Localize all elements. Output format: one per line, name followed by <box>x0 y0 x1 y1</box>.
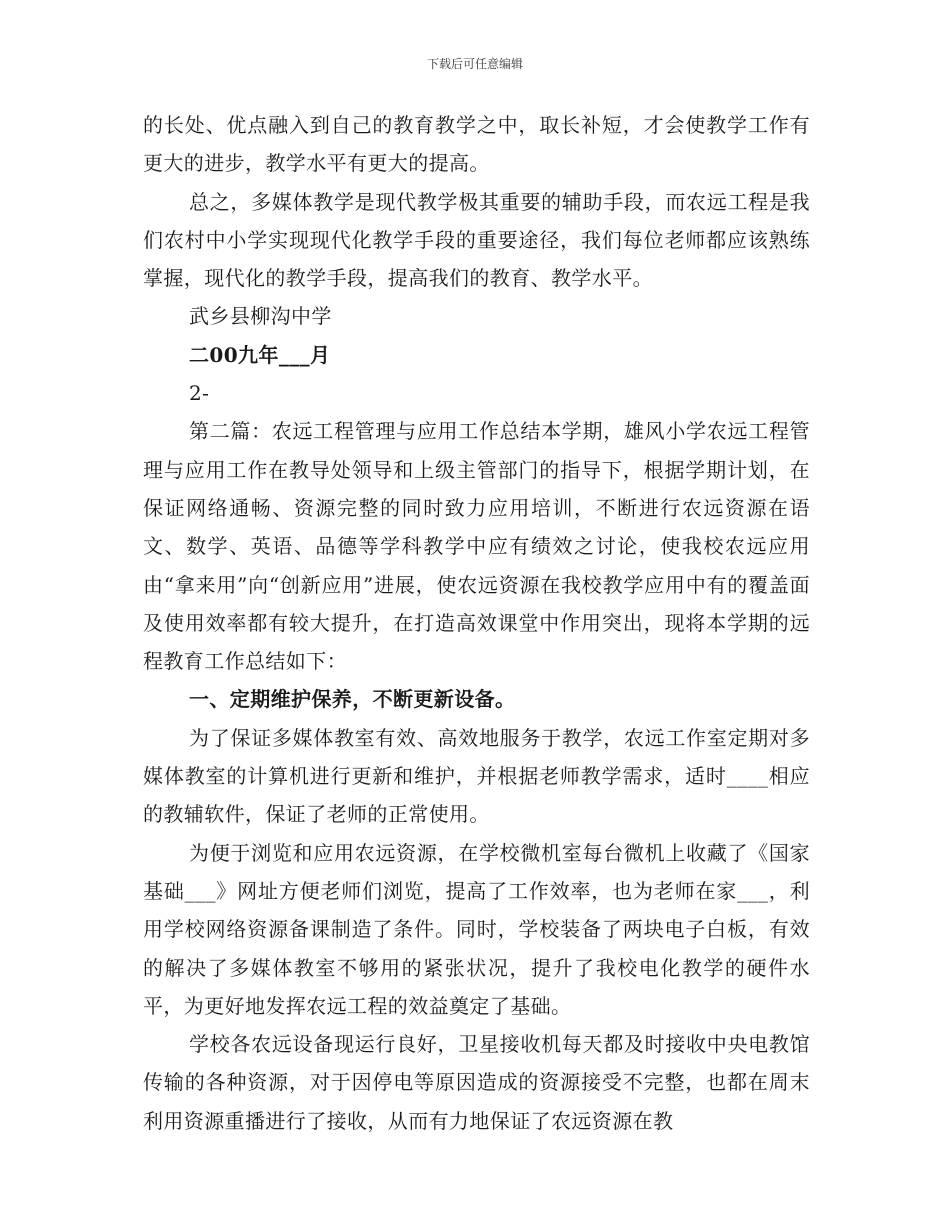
page-header: 下载后可任意编辑 <box>426 57 523 71</box>
paragraph-second-article-intro: 第二篇：农远工程管理与应用工作总结本学期，雄风小学农远工程管理与应用工作在教导处领导和上级主管部门的指导下，根据学期计划，在保证网络通畅、资源完整的同时致力应用培训，不断进行农远资源在语文、数学、英语、品德等学科教学中应有绩效之讨论，使我校农远应用由“拿来用”向“创新应用”进展，使农远资源在我校教学应用中有的覆盖面及使用效率都有较大提升，在打造高效课堂中作用突出，现将本学期的远程教育工作总结如下： <box>143 419 810 674</box>
paragraph-continuation: 的长处、优点融入到自己的教育教学之中，取长补短，才会使教学工作有更大的进步，教学水平有更大的提高。 <box>143 113 810 176</box>
signature-school: 武乡县柳沟中学 <box>189 304 332 329</box>
page-marker: 2- <box>189 381 210 406</box>
signature-date: 二00九年___月 <box>189 342 331 367</box>
paragraph-conclusion: 总之，多媒体教学是现代教学极其重要的辅助手段，而农远工程是我们农村中小学实现现代化教学手段的重要途径，我们每位老师都应该熟练掌握，现代化的教学手段，提高我们的教育、教学水平。 <box>143 189 810 291</box>
document-body <box>143 106 810 1140</box>
paragraph-maintenance: 为了保证多媒体教室有效、高效地服务于教学，农远工作室定期对多媒体教室的计算机进行更新和维护，并根据老师教学需求，适时____相应的教辅软件，保证了老师的正常使用。 <box>143 725 810 827</box>
paragraph-equipment: 学校各农远设备现运行良好，卫星接收机每天都及时接收中央电教馆传输的各种资源，对于因停电等原因造成的资源接受不完整，也都在周末利用资源重播进行了接收，从而有力地保证了农远资源在教 <box>143 1032 810 1133</box>
section-heading: 一、定期维护保养，不断更新设备。 <box>189 687 516 712</box>
paragraph-browsing: 为便于浏览和应用农远资源，在学校微机室每台微机上收藏了《国家基础___》网址方便老师们浏览，提高了工作效率，也为老师在家___，利用学校网络资源备课制造了条件。同时，学校装备了两块电子白板，有效的解决了多媒体教室不够用的紧张状况，提升了我校电化教学的硬件水平，为更好地发挥农远工程的效益奠定了基础。 <box>143 840 810 1018</box>
